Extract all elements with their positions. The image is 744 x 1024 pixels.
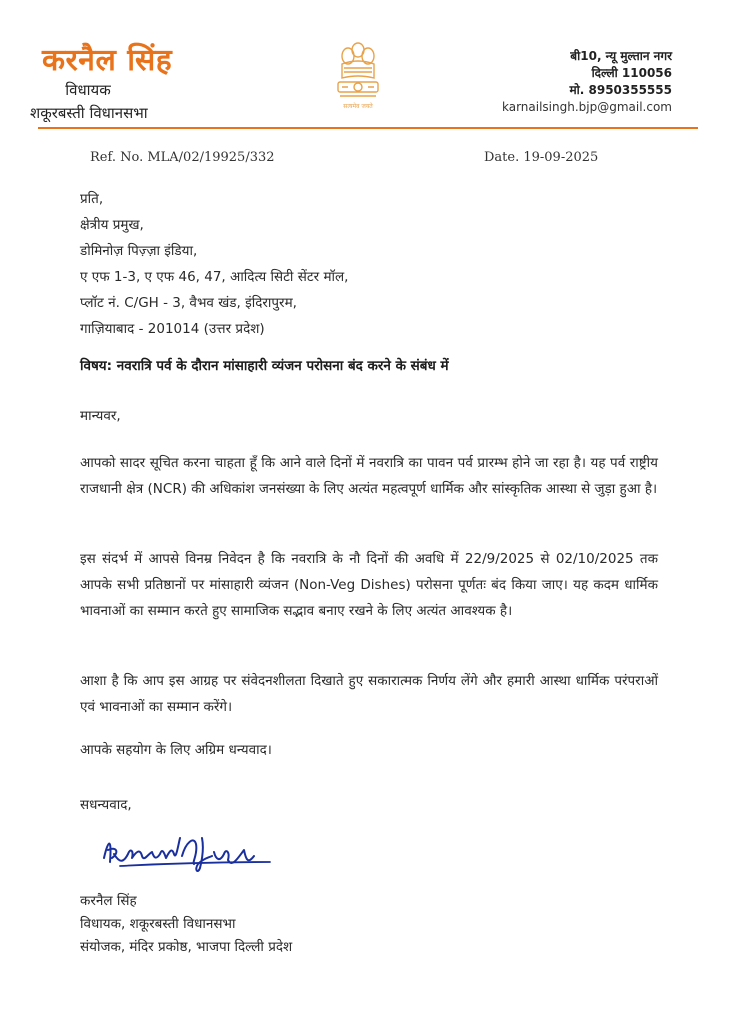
- svg-text:सत्यमेव जयते: सत्यमेव जयते: [343, 103, 373, 110]
- signatory-title-1: विधायक, शकूरबस्ती विधानसभा: [80, 916, 236, 932]
- closing: सधन्यवाद,: [80, 797, 132, 813]
- signatory-block: [80, 890, 292, 959]
- body-paragraph-2: इस संदर्भ में आपसे विनम्र निवेदन है कि नवरात्रि के नौ दिनों की अवधि में 22/9/2025 से 02/10/2025 तक आपके सभी प्रतिष्ठानों पर मांसाहारी व्यंजन (Non-Veg Dishes) परोसना पूर्णतः बंद किया जाए। यह कदम धार्मिक भावनाओं का सम्मान करते हुए सामाजिक सद्भाव बनाए रखने के लिए अत्यंत आवश्यक है।: [80, 551, 658, 619]
- recipient-address: [80, 186, 348, 342]
- address-line-2: दिल्ली 110056: [591, 66, 672, 80]
- thanks-line: आपके सहयोग के लिए अग्रिम धन्यवाद।: [80, 742, 272, 758]
- body-paragraph-1: आपको सादर सूचित करना चाहता हूँ कि आने वाले दिनों में नवरात्रि का पावन पर्व प्रारम्भ होने जा रहा है। यह पर्व राष्ट्रीय राजधानी क्षेत्र (NCR) की अधिकांश जनसंख्या के लिए अत्यंत महत्वपूर्ण धार्मिक और सांस्कृतिक आस्था से जुड़ा हुआ है।: [80, 455, 658, 497]
- email-address: karnailsingh.bjp@gmail.com: [501, 100, 672, 114]
- reference-number: Ref. No. MLA/02/19925/332: [90, 150, 275, 165]
- mobile-number: मो. 8950355555: [569, 83, 672, 97]
- recipient-line: प्लॉट नं. C/GH - 3, वैभव खंड, इंदिरापुरम,: [80, 295, 297, 311]
- letterhead-divider: [38, 127, 698, 129]
- letterhead-constituency: शकूरबस्ती विधानसभा: [30, 104, 148, 122]
- national-emblem-icon: [330, 38, 386, 118]
- letter-date: Date. 19-09-2025: [484, 150, 599, 165]
- letterhead-designation: विधायक: [65, 81, 111, 99]
- signatory-name: करनैल सिंह: [80, 893, 137, 909]
- body-paragraph-3: आशा है कि आप इस आग्रह पर संवेदनशीलता दिखाते हुए सकारात्मक निर्णय लेंगे और हमारी आस्था धार्मिक परंपराओं एवं भावनाओं का सम्मान करेंगे।: [80, 673, 658, 715]
- recipient-line: गाज़ियाबाद - 201014 (उत्तर प्रदेश): [80, 321, 265, 337]
- letterhead-address: [452, 48, 672, 116]
- handwritten-signature: [98, 818, 278, 878]
- signatory-title-2: संयोजक, मंदिर प्रकोष्ठ, भाजपा दिल्ली प्रदेश: [80, 939, 293, 955]
- recipient-line: डोमिनोज़ पिज़्ज़ा इंडिया,: [80, 243, 198, 259]
- address-line-1: बी10, न्यू मुल्तान नगर: [570, 49, 672, 63]
- letterhead-name: करनैल सिंह: [42, 43, 173, 78]
- salutation: मान्यवर,: [80, 408, 121, 424]
- letter-subject: विषय: नवरात्रि पर्व के दौरान मांसाहारी व्यंजन परोसना बंद करने के संबंध में: [80, 358, 449, 374]
- recipient-line: क्षेत्रीय प्रमुख,: [80, 217, 144, 233]
- recipient-line: प्रति,: [80, 191, 104, 207]
- recipient-line: ए एफ 1-3, ए एफ 46, 47, आदित्य सिटी सेंटर मॉल,: [80, 269, 349, 285]
